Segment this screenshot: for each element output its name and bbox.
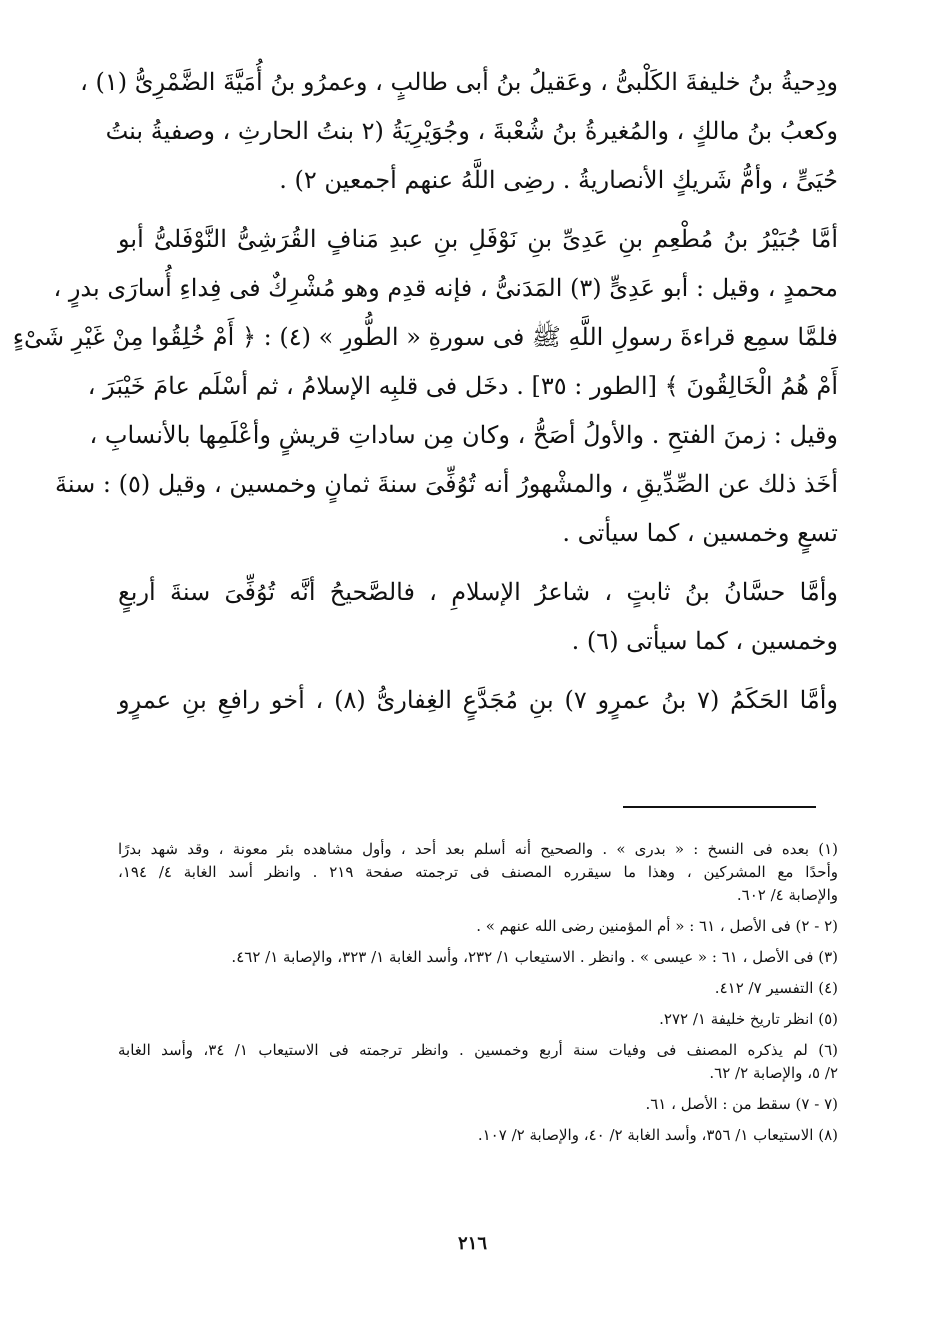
text-line: وأمَّا حسَّانُ بنُ ثابتٍ ، شاعرُ الإسلامِ ، فالصَّحيحُ أنَّه تُوُفِّىَ سنةَ أربعٍ (118, 578, 838, 606)
text-line: أَمْ هُمُ الْخَالِقُونَ ﴾ [الطور : ٣٥] . دخَل فى قلبِه الإسلامُ ، ثم أسْلَم عامَ خَيْبَرَ ، (87, 372, 838, 400)
text-line: ودِحيةُ بنُ خليفةَ الكَلْبىُّ ، وعَقيلُ بنُ أبى طالبٍ ، وعمرُو بنُ أُمَيَّةَ الضَّمْرِىُّ (١) ، (80, 68, 838, 96)
paragraph (12, 215, 838, 558)
footnote (118, 838, 838, 907)
paragraph (80, 58, 838, 205)
page-number: ٢١٦ (457, 1233, 487, 1254)
paragraph (118, 676, 838, 725)
paragraph (118, 568, 838, 666)
text-line: وقيل : زمنَ الفتحِ . والأولُ أصَحُّ ، وكان مِن ساداتِ قريشٍ وأعْلَمِها بالأنسابِ ، (89, 421, 838, 449)
footnote (118, 977, 838, 1000)
footnote-line: (٥) انظر تاريخ خليفة ١/ ٢٧٢. (659, 1010, 838, 1028)
footnote (118, 1008, 838, 1031)
footnote-line: (٤) التفسير ٧/ ٤١٢. (714, 979, 838, 997)
footnote-line: (٨) الاستيعاب ١/ ٣٥٦، وأسد الغابة ٢/ ٤٠، والإصابة ٢/ ١٠٧. (477, 1126, 838, 1144)
footnotes (118, 838, 838, 1147)
text-line: تسعٍ وخمسين ، كما سيأتى . (562, 519, 838, 547)
footnote-line: (٧ - ٧) سقط من : الأصل ، ٦١. (645, 1095, 838, 1113)
footnote-line: والإصابة ٤/ ٦٠٢. (736, 886, 838, 904)
text-line: فلمَّا سمِع قراءةَ رسولِ اللَّهِ ﷺ فى سورةِ « الطُّورِ » (٤) : ﴿ أَمْ خُلِقُوا مِنْ غَيْرِ شَىْءٍ (12, 323, 838, 351)
footnote (118, 1093, 838, 1116)
footnote-line: وأحدًا مع المشركين ، وهذا ما سيقرره المصنف فى ترجمته صفحة ٢١٩ . وانظر أسد الغابة ٤/ ١٩٤، (118, 863, 838, 881)
footnote-line: (٣) فى الأصل ، ٦١ : « عيسى » . وانظر . الاستيعاب ١/ ٢٣٢، وأسد الغابة ١/ ٣٢٣، والإصابة ١/ ٤٦٢. (231, 948, 838, 966)
text-line: وخمسين ، كما سيأتى (٦) . (571, 627, 838, 655)
footnote-line: ٢/ ٥، والإصابة ٢/ ٦٢. (709, 1064, 838, 1082)
footnote-line: (١) بعده فى النسخ : « بدرى » . والصحيح أنه أسلم بعد أحد ، وأول مشاهده بئر معونة ، وقد شهد بدرًا (118, 840, 838, 858)
footnote (118, 1124, 838, 1147)
text-line: محمدٍ ، وقيل : أبو عَدِىٍّ (٣) المَدَنىُّ ، فإنه قدِم وهو مُشْرِكٌ فى فِداءِ أُسارَى بدرٍ ، (53, 274, 838, 302)
text-line: وكعبُ بنُ مالكٍ ، والمُغيرةُ بنُ شُعْبةَ ، وجُوَيْرِيَةُ (٢ بنتُ الحارثِ ، وصفيةُ بنتُ (105, 117, 838, 145)
footnote (118, 1039, 838, 1085)
text-line: حُيَىٍّ ، وأمُّ شَريكٍ الأنصاريةُ . رضِى اللَّهُ عنهم أجمعين ٢) . (279, 166, 838, 194)
footnote (118, 915, 838, 938)
footnote-line: (٦) لم يذكره المصنف فى وفيات سنة أربع وخمسين . وانظر ترجمته فى الاستيعاب ١/ ٣٤، وأسد الغابة (118, 1041, 839, 1059)
footnote (118, 946, 838, 969)
footnote-line: (٢ - ٢) فى الأصل ، ٦١ : « أم المؤمنين رضى الله عنهم » . (476, 917, 838, 935)
main-text (12, 58, 839, 725)
footnote-divider (623, 806, 816, 808)
text-line: أخَذ ذلك عن الصِّدِّيقِ ، والمشْهورُ أنه تُوُفِّىَ سنةَ ثمانٍ وخمسين ، وقيل (٥) : سنةَ (55, 470, 838, 498)
text-line: وأمَّا الحَكَمُ (٧ بنُ عمرٍو ٧) بنِ مُجَدَّعٍ الغِفارىُّ (٨) ، أخو رافعِ بنِ عمرٍو (118, 686, 839, 714)
text-line: أمَّا جُبَيْرُ بنُ مُطْعِمِ بنِ عَدِىِّ بنِ نَوْفَلِ بنِ عبدِ مَنافٍ القُرَشِىُّ النَّوْفَلىُّ أبو (118, 225, 838, 253)
